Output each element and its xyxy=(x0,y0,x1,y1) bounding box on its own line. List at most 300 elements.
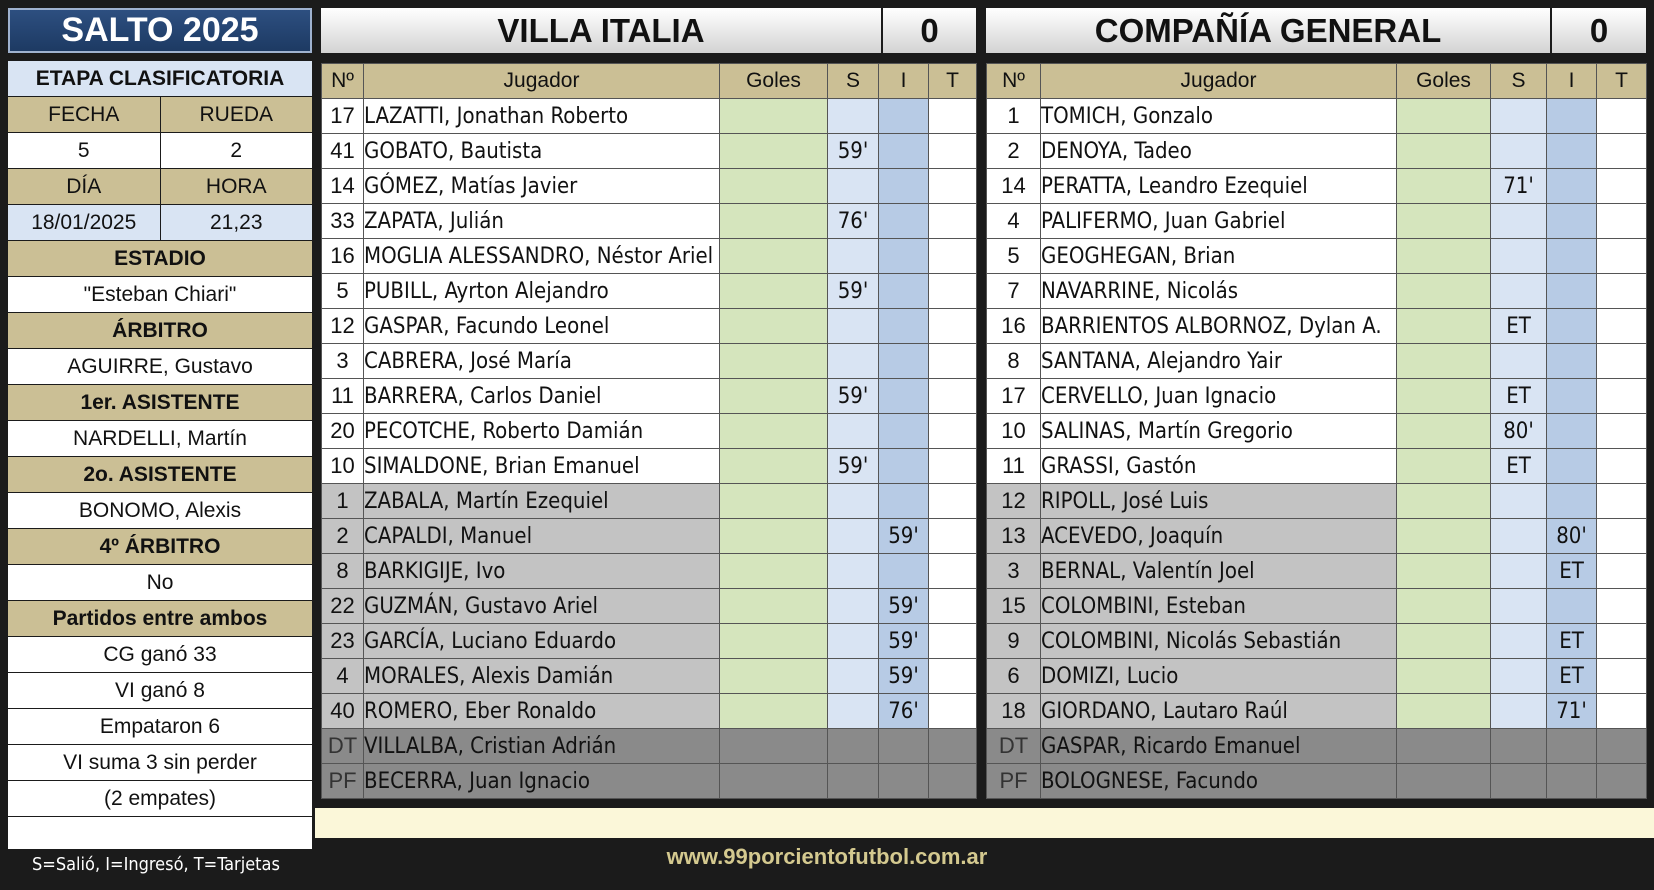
player-sub-in xyxy=(1547,134,1597,169)
player-row xyxy=(322,99,977,134)
dia-label: DÍA xyxy=(66,174,102,198)
col-num: Nº xyxy=(322,64,364,99)
player-cards xyxy=(929,99,977,134)
player-cards xyxy=(929,589,977,624)
player-number: 33 xyxy=(322,204,364,239)
player-sub-out: 59' xyxy=(828,379,879,414)
player-goals xyxy=(720,344,828,379)
player-goals xyxy=(720,729,828,764)
player-sub-in: 80' xyxy=(1547,519,1597,554)
player-goals xyxy=(1397,134,1491,169)
player-sub-in xyxy=(1547,414,1597,449)
partidos-label: Partidos entre ambos xyxy=(52,606,268,630)
player-row xyxy=(987,519,1647,554)
player-cards xyxy=(929,694,977,729)
player-sub-out xyxy=(828,694,879,729)
player-number: 14 xyxy=(987,169,1041,204)
player-sub-out xyxy=(828,344,879,379)
tournament-title: SALTO 2025 xyxy=(8,8,312,53)
player-goals xyxy=(1397,204,1491,239)
team-score: 0 xyxy=(1550,8,1646,53)
player-goals xyxy=(1397,169,1491,204)
player-cards xyxy=(929,204,977,239)
rueda-value: 2 xyxy=(160,133,313,168)
player-sub-in xyxy=(879,239,929,274)
team-name: VILLA ITALIA xyxy=(321,8,881,53)
player-sub-in xyxy=(879,344,929,379)
player-cards xyxy=(1597,134,1647,169)
player-cards xyxy=(929,134,977,169)
player-sub-out xyxy=(1491,554,1547,589)
player-cards xyxy=(1597,379,1647,414)
player-sub-in: 76' xyxy=(879,694,929,729)
player-sub-out xyxy=(828,519,879,554)
player-name: PALIFERMO, Juan Gabriel xyxy=(1041,204,1397,239)
player-goals xyxy=(1397,659,1491,694)
player-number: 16 xyxy=(987,309,1041,344)
player-sub-in: ET xyxy=(1547,659,1597,694)
player-sub-out xyxy=(828,99,879,134)
player-sub-in xyxy=(879,554,929,589)
player-row xyxy=(987,414,1647,449)
arbitro-value: AGUIRRE, Gustavo xyxy=(67,354,253,378)
player-sub-out xyxy=(1491,589,1547,624)
player-row xyxy=(987,484,1647,519)
player-name: DENOYA, Tadeo xyxy=(1041,134,1397,169)
staff-row xyxy=(987,729,1647,764)
player-goals xyxy=(1397,414,1491,449)
header-row xyxy=(322,64,977,99)
match-info-panel xyxy=(8,8,312,849)
player-sub-in: 59' xyxy=(879,519,929,554)
player-goals xyxy=(720,764,828,799)
player-number: 4 xyxy=(987,204,1041,239)
player-name: VILLALBA, Cristian Adrián xyxy=(364,729,720,764)
col-i: I xyxy=(1547,64,1597,99)
player-name: RIPOLL, José Luis xyxy=(1041,484,1397,519)
player-sub-out xyxy=(1491,274,1547,309)
player-row xyxy=(987,659,1647,694)
player-name: TOMICH, Gonzalo xyxy=(1041,99,1397,134)
player-goals xyxy=(1397,449,1491,484)
lineup-table xyxy=(986,63,1647,799)
player-name: ACEVEDO, Joaquín xyxy=(1041,519,1397,554)
player-name: BARKIGIJE, Ivo xyxy=(364,554,720,589)
player-number: PF xyxy=(322,764,364,799)
player-goals xyxy=(1397,519,1491,554)
hora-value: 21,23 xyxy=(160,205,313,240)
player-row xyxy=(987,344,1647,379)
player-sub-out xyxy=(828,764,879,799)
player-row xyxy=(987,379,1647,414)
player-goals xyxy=(1397,694,1491,729)
player-name: GASPAR, Ricardo Emanuel xyxy=(1041,729,1397,764)
player-number: 1 xyxy=(987,99,1041,134)
player-sub-in xyxy=(1547,764,1597,799)
player-row xyxy=(987,554,1647,589)
player-name: ROMERO, Eber Ronaldo xyxy=(364,694,720,729)
cuarto-arbitro-label: 4º ÁRBITRO xyxy=(99,534,221,558)
player-number: 22 xyxy=(322,589,364,624)
player-row xyxy=(987,589,1647,624)
staff-row xyxy=(322,729,977,764)
player-name: CERVELLO, Juan Ignacio xyxy=(1041,379,1397,414)
player-goals xyxy=(720,659,828,694)
player-cards xyxy=(1597,694,1647,729)
player-number: 10 xyxy=(987,414,1041,449)
cuarto-arbitro-value: No xyxy=(146,570,174,594)
player-sub-out xyxy=(1491,659,1547,694)
player-row xyxy=(322,484,977,519)
player-cards xyxy=(929,554,977,589)
player-sub-out xyxy=(1491,204,1547,239)
player-row xyxy=(322,414,977,449)
player-sub-in xyxy=(1547,99,1597,134)
player-row xyxy=(322,519,977,554)
player-goals xyxy=(720,519,828,554)
col-s: S xyxy=(1491,64,1547,99)
player-row xyxy=(987,169,1647,204)
player-sub-out xyxy=(1491,729,1547,764)
player-goals xyxy=(1397,99,1491,134)
player-sub-in xyxy=(879,169,929,204)
player-number: 41 xyxy=(322,134,364,169)
player-number: 17 xyxy=(322,99,364,134)
player-name: GRASSI, Gastón xyxy=(1041,449,1397,484)
player-number: 2 xyxy=(987,134,1041,169)
team-score: 0 xyxy=(881,8,976,53)
player-row xyxy=(987,274,1647,309)
player-goals xyxy=(720,99,828,134)
player-sub-in xyxy=(1547,379,1597,414)
player-sub-in: ET xyxy=(1547,624,1597,659)
player-number: 18 xyxy=(987,694,1041,729)
player-sub-out: ET xyxy=(1491,379,1547,414)
player-cards xyxy=(1597,274,1647,309)
player-cards xyxy=(1597,484,1647,519)
player-sub-out xyxy=(828,484,879,519)
player-sub-in: 59' xyxy=(879,659,929,694)
player-number: 5 xyxy=(322,274,364,309)
player-name: BARRERA, Carlos Daniel xyxy=(364,379,720,414)
player-goals xyxy=(1397,764,1491,799)
player-name: DOMIZI, Lucio xyxy=(1041,659,1397,694)
player-row xyxy=(322,694,977,729)
player-row xyxy=(322,554,977,589)
player-name: GUZMÁN, Gustavo Ariel xyxy=(364,589,720,624)
player-goals xyxy=(1397,589,1491,624)
player-number: 3 xyxy=(987,554,1041,589)
stat-line: (2 empates) xyxy=(103,786,217,810)
player-cards xyxy=(1597,344,1647,379)
player-cards xyxy=(1597,169,1647,204)
player-row xyxy=(987,134,1647,169)
hora-label: HORA xyxy=(160,169,313,204)
player-cards xyxy=(929,414,977,449)
player-cards xyxy=(929,239,977,274)
player-number: 23 xyxy=(322,624,364,659)
player-goals xyxy=(720,589,828,624)
asistente2-value: BONOMO, Alexis xyxy=(78,498,242,522)
rueda-label: RUEDA xyxy=(160,97,313,132)
player-cards xyxy=(1597,239,1647,274)
player-number: 16 xyxy=(322,239,364,274)
asistente1-value: NARDELLI, Martín xyxy=(73,426,247,450)
player-sub-in xyxy=(1547,169,1597,204)
player-cards xyxy=(1597,204,1647,239)
player-goals xyxy=(720,624,828,659)
player-cards xyxy=(1597,554,1647,589)
team-panel-away xyxy=(986,8,1646,799)
player-cards xyxy=(1597,99,1647,134)
player-sub-out xyxy=(828,309,879,344)
player-number: 11 xyxy=(987,449,1041,484)
player-sub-in xyxy=(1547,484,1597,519)
player-sub-out xyxy=(828,414,879,449)
player-sub-out xyxy=(828,659,879,694)
player-number: 8 xyxy=(987,344,1041,379)
player-sub-in xyxy=(879,729,929,764)
player-goals xyxy=(1397,379,1491,414)
player-sub-out: ET xyxy=(1491,449,1547,484)
player-sub-in xyxy=(879,379,929,414)
player-number: 17 xyxy=(987,379,1041,414)
player-goals xyxy=(1397,554,1491,589)
estadio-value: "Esteban Chiari" xyxy=(83,282,237,306)
asistente2-label: 2o. ASISTENTE xyxy=(83,462,237,486)
player-sub-in xyxy=(1547,309,1597,344)
player-name: BOLOGNESE, Facundo xyxy=(1041,764,1397,799)
player-name: BARRIENTOS ALBORNOZ, Dylan A. xyxy=(1041,309,1397,344)
player-goals xyxy=(720,134,828,169)
bottom-strip xyxy=(315,808,1654,838)
player-cards xyxy=(1597,659,1647,694)
player-name: COLOMBINI, Esteban xyxy=(1041,589,1397,624)
fecha-label: FECHA xyxy=(48,102,120,126)
fecha-value: 5 xyxy=(77,138,90,162)
staff-row xyxy=(322,764,977,799)
player-goals xyxy=(720,274,828,309)
player-goals xyxy=(1397,309,1491,344)
player-sub-in xyxy=(879,764,929,799)
player-name: CABRERA, José María xyxy=(364,344,720,379)
player-number: 15 xyxy=(987,589,1041,624)
player-cards xyxy=(929,729,977,764)
player-number: 1 xyxy=(322,484,364,519)
player-cards xyxy=(1597,729,1647,764)
lineup-table xyxy=(321,63,977,799)
player-sub-in xyxy=(879,449,929,484)
team-panel-home xyxy=(321,8,976,799)
player-sub-out xyxy=(1491,484,1547,519)
player-sub-out xyxy=(828,239,879,274)
player-name: GOBATO, Bautista xyxy=(364,134,720,169)
player-sub-in: ET xyxy=(1547,554,1597,589)
player-goals xyxy=(720,414,828,449)
player-row xyxy=(322,379,977,414)
player-sub-out xyxy=(828,729,879,764)
player-cards xyxy=(929,309,977,344)
player-sub-out xyxy=(1491,694,1547,729)
player-name: NAVARRINE, Nicolás xyxy=(1041,274,1397,309)
player-number: 13 xyxy=(987,519,1041,554)
player-number: 7 xyxy=(987,274,1041,309)
player-name: PECOTCHE, Roberto Damián xyxy=(364,414,720,449)
player-sub-in xyxy=(1547,589,1597,624)
col-goles: Goles xyxy=(720,64,828,99)
player-row xyxy=(322,274,977,309)
legend-text: S=Salió, I=Ingresó, T=Tarjetas xyxy=(32,854,280,875)
player-row xyxy=(987,99,1647,134)
player-name: GIORDANO, Lautaro Raúl xyxy=(1041,694,1397,729)
player-sub-in: 71' xyxy=(1547,694,1597,729)
player-cards xyxy=(929,274,977,309)
col-t: T xyxy=(929,64,977,99)
player-cards xyxy=(929,624,977,659)
player-sub-in xyxy=(1547,449,1597,484)
player-row xyxy=(987,449,1647,484)
player-name: MOGLIA ALESSANDRO, Néstor Ariel xyxy=(364,239,720,274)
player-goals xyxy=(1397,344,1491,379)
player-name: PERATTA, Leandro Ezequiel xyxy=(1041,169,1397,204)
player-name: LAZATTI, Jonathan Roberto xyxy=(364,99,720,134)
player-sub-out: 76' xyxy=(828,204,879,239)
player-cards xyxy=(929,169,977,204)
player-name: GASPAR, Facundo Leonel xyxy=(364,309,720,344)
player-number: 40 xyxy=(322,694,364,729)
col-t: T xyxy=(1597,64,1647,99)
player-number: 5 xyxy=(987,239,1041,274)
col-jugador: Jugador xyxy=(1041,64,1397,99)
stat-line: Empataron 6 xyxy=(99,714,221,738)
player-cards xyxy=(1597,309,1647,344)
player-sub-out xyxy=(828,624,879,659)
player-goals xyxy=(1397,484,1491,519)
player-name: ZABALA, Martín Ezequiel xyxy=(364,484,720,519)
stat-line: VI suma 3 sin perder xyxy=(63,750,257,774)
player-goals xyxy=(720,169,828,204)
player-number: 9 xyxy=(987,624,1041,659)
player-number: 4 xyxy=(322,659,364,694)
player-name: BECERRA, Juan Ignacio xyxy=(364,764,720,799)
player-number: 12 xyxy=(987,484,1041,519)
player-cards xyxy=(929,519,977,554)
player-cards xyxy=(929,659,977,694)
player-cards xyxy=(1597,519,1647,554)
player-sub-out xyxy=(828,589,879,624)
asistente1-label: 1er. ASISTENTE xyxy=(80,390,240,414)
col-num: Nº xyxy=(987,64,1041,99)
player-cards xyxy=(929,764,977,799)
player-sub-out xyxy=(1491,764,1547,799)
player-row xyxy=(322,204,977,239)
player-cards xyxy=(929,484,977,519)
player-sub-out xyxy=(1491,624,1547,659)
player-cards xyxy=(929,379,977,414)
player-sub-out xyxy=(1491,519,1547,554)
player-sub-out: 59' xyxy=(828,134,879,169)
team-name: COMPAÑÍA GENERAL xyxy=(986,8,1550,53)
player-name: GÓMEZ, Matías Javier xyxy=(364,169,720,204)
player-name: SANTANA, Alejandro Yair xyxy=(1041,344,1397,379)
player-goals xyxy=(720,554,828,589)
player-number: 20 xyxy=(322,414,364,449)
player-sub-in xyxy=(1547,344,1597,379)
player-name: MORALES, Alexis Damián xyxy=(364,659,720,694)
player-cards xyxy=(1597,449,1647,484)
player-cards xyxy=(1597,414,1647,449)
player-goals xyxy=(720,379,828,414)
player-sub-out xyxy=(1491,344,1547,379)
player-cards xyxy=(1597,624,1647,659)
player-number: PF xyxy=(987,764,1041,799)
player-sub-in xyxy=(879,309,929,344)
player-sub-out xyxy=(1491,239,1547,274)
player-goals xyxy=(1397,239,1491,274)
player-name: GEOGHEGAN, Brian xyxy=(1041,239,1397,274)
player-sub-in xyxy=(879,414,929,449)
player-cards xyxy=(1597,589,1647,624)
arbitro-label: ÁRBITRO xyxy=(112,318,208,342)
player-name: BERNAL, Valentín Joel xyxy=(1041,554,1397,589)
player-row xyxy=(322,169,977,204)
player-row xyxy=(987,204,1647,239)
dia-value: 18/01/2025 xyxy=(31,210,137,234)
player-row xyxy=(322,239,977,274)
player-sub-in xyxy=(1547,729,1597,764)
player-cards xyxy=(1597,764,1647,799)
staff-row xyxy=(987,764,1647,799)
player-sub-out xyxy=(1491,99,1547,134)
player-sub-out xyxy=(1491,134,1547,169)
player-number: DT xyxy=(322,729,364,764)
player-row xyxy=(987,624,1647,659)
player-number: 3 xyxy=(322,344,364,379)
player-sub-out: 80' xyxy=(1491,414,1547,449)
player-sub-out: 59' xyxy=(828,274,879,309)
player-sub-in xyxy=(879,204,929,239)
player-row xyxy=(987,309,1647,344)
player-row xyxy=(322,624,977,659)
player-goals xyxy=(1397,624,1491,659)
player-goals xyxy=(720,239,828,274)
player-row xyxy=(987,694,1647,729)
player-sub-out xyxy=(828,554,879,589)
player-number: 14 xyxy=(322,169,364,204)
player-sub-in xyxy=(1547,274,1597,309)
player-sub-out: 71' xyxy=(1491,169,1547,204)
player-number: 12 xyxy=(322,309,364,344)
estadio-label: ESTADIO xyxy=(114,246,206,270)
player-name: COLOMBINI, Nicolás Sebastián xyxy=(1041,624,1397,659)
player-number: 6 xyxy=(987,659,1041,694)
player-sub-in: 59' xyxy=(879,624,929,659)
player-sub-in xyxy=(879,134,929,169)
player-sub-in: 59' xyxy=(879,589,929,624)
footer-url: www.99porcientofutbol.com.ar xyxy=(666,844,988,869)
stat-line: VI ganó 8 xyxy=(115,678,205,702)
player-sub-out: 59' xyxy=(828,449,879,484)
player-sub-out: ET xyxy=(1491,309,1547,344)
header-row xyxy=(987,64,1647,99)
player-sub-out xyxy=(828,169,879,204)
player-row xyxy=(322,134,977,169)
player-cards xyxy=(929,344,977,379)
player-row xyxy=(322,309,977,344)
player-sub-in xyxy=(879,484,929,519)
player-number: 10 xyxy=(322,449,364,484)
player-row xyxy=(322,589,977,624)
